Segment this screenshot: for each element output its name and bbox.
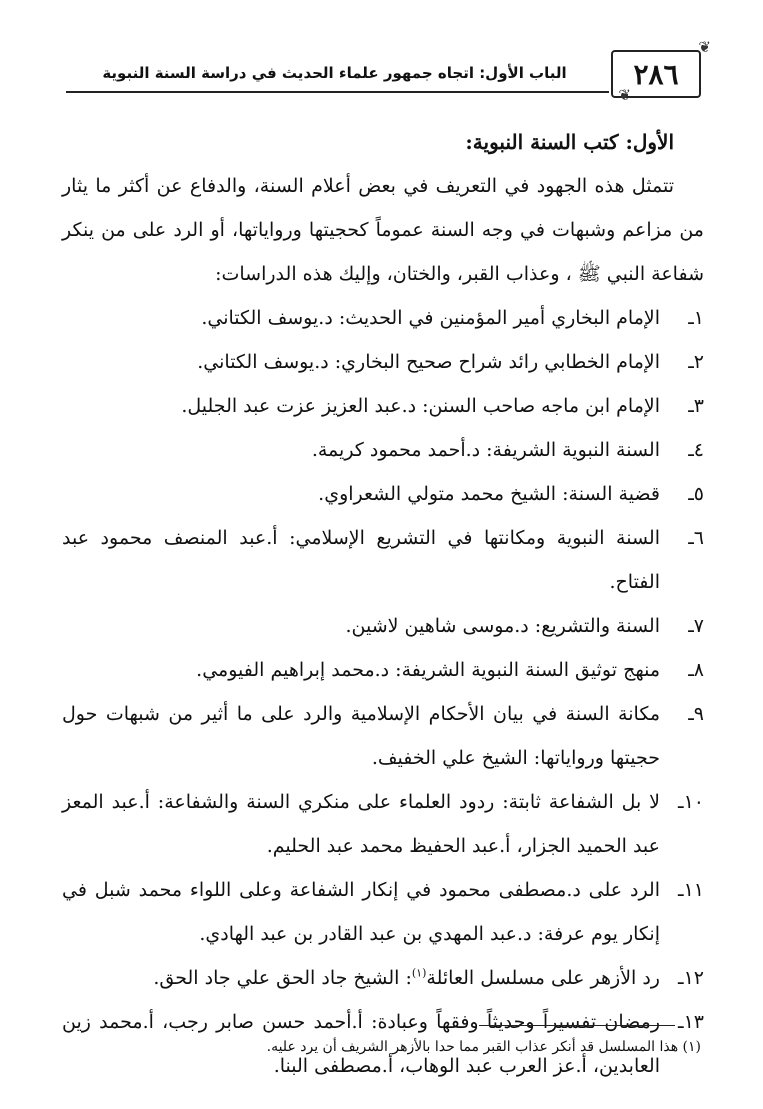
item-text-part: رد الأزهر على مسلسل العائلة — [426, 967, 660, 989]
item-text: السنة والتشريع: د.موسى شاهين لاشين. — [345, 615, 660, 637]
list-item — [62, 516, 704, 604]
list-item — [62, 692, 704, 780]
item-text — [62, 956, 660, 1000]
item-number: ١٢ـ — [678, 967, 704, 989]
item-text-part: : الشيخ جاد الحق علي جاد الحق. — [153, 967, 412, 989]
item-text: الإمام ابن ماجه صاحب السنن: د.عبد العزيز عزت عبد الجليل. — [181, 395, 660, 417]
section-title: الأول: كتب السنة النبوية: — [465, 130, 674, 154]
item-number: ٤ـ — [688, 439, 704, 461]
footnote-marker: (١) — [682, 1039, 701, 1055]
item-text: الإمام الخطابي رائد شراح صحيح البخاري: د.يوسف الكتاني. — [197, 351, 660, 373]
footnote-divider — [479, 1025, 675, 1026]
list-item — [62, 648, 704, 692]
item-number: ١٠ـ — [678, 791, 704, 813]
list-item — [62, 428, 704, 472]
item-text: رمضان تفسيراً وحديثاً وفقهاً وعبادة: أ.أحمد حسن صابر رجب، أ.محمد زين العابدين، أ.عز العرب عبد الوهاب، أ.مصطفى البنا. — [62, 1011, 660, 1077]
page-header — [66, 38, 711, 104]
item-text: السنة النبوية ومكانتها في التشريع الإسلامي: أ.عبد المنصف محمود عبد الفتاح. — [62, 527, 660, 593]
page-number-text: ٢٨٦ — [633, 57, 679, 91]
item-number: ٥ـ — [688, 483, 704, 505]
item-number: ١ـ — [688, 307, 704, 329]
page-body — [62, 120, 704, 1088]
item-number: ٢ـ — [688, 351, 704, 373]
list-item — [62, 956, 704, 1000]
header-divider — [66, 91, 609, 93]
item-number: ٨ـ — [688, 659, 704, 681]
item-number: ١٣ـ — [678, 1011, 704, 1033]
item-number: ٩ـ — [688, 703, 704, 725]
book-list — [62, 296, 704, 1088]
ornament-icon: ❦ — [618, 86, 631, 104]
footnote-reference[interactable]: (١) — [411, 966, 427, 980]
item-number: ٣ـ — [688, 395, 704, 417]
list-item — [62, 780, 704, 868]
item-text: السنة النبوية الشريفة: د.أحمد محمود كريمة. — [311, 439, 660, 461]
footnote — [59, 1036, 701, 1058]
item-number: ٧ـ — [688, 615, 704, 637]
item-text: قضية السنة: الشيخ محمد متولي الشعراوي. — [318, 483, 660, 505]
chapter-title: الباب الأول: اتجاه جمهور علماء الحديث في دراسة السنة النبوية — [102, 64, 567, 82]
footnote-text: هذا المسلسل قد أنكر عذاب القبر مما حدا بالأزهر الشريف أن يرد عليه. — [266, 1039, 679, 1055]
list-item — [62, 296, 704, 340]
item-text: مكانة السنة في بيان الأحكام الإسلامية والرد على ما أثير من شبهات حول حجيتها ورواياتها: الشيخ علي الخفيف. — [62, 703, 660, 769]
list-item — [62, 384, 704, 428]
list-item — [62, 340, 704, 384]
item-number: ٦ـ — [688, 527, 704, 549]
item-text: منهج توثيق السنة النبوية الشريفة: د.محمد إبراهيم الفيومي. — [196, 659, 660, 681]
list-item — [62, 868, 704, 956]
item-number: ١١ـ — [678, 879, 704, 901]
item-text: لا بل الشفاعة ثابتة: ردود العلماء على منكري السنة والشفاعة: أ.عبد المعز عبد الحميد الجزار، أ.عبد الحفيظ محمد عبد الحليم. — [62, 791, 660, 857]
item-text: الرد على د.مصطفى محمود في إنكار الشفاعة وعلى اللواء محمد شبل في إنكار يوم عرفة: د.عبد المهدي بن عبد القادر بن عبد الهادي. — [62, 879, 660, 945]
item-text: الإمام البخاري أمير المؤمنين في الحديث: د.يوسف الكتاني. — [201, 307, 660, 329]
ornament-icon: ❦ — [698, 38, 711, 56]
intro-paragraph: تتمثل هذه الجهود في التعريف في بعض أعلام السنة، والدفاع عن أكثر ما يثار من مزاعم وشبهات في وجه السنة عموماً كحجيتها ورواياتها، أو الرد على من ينكر شفاعة النبي ﷺ ، وعذاب القبر، والختان، وإليك هذه الدراسات: — [62, 175, 704, 285]
list-item — [62, 604, 704, 648]
list-item — [62, 472, 704, 516]
